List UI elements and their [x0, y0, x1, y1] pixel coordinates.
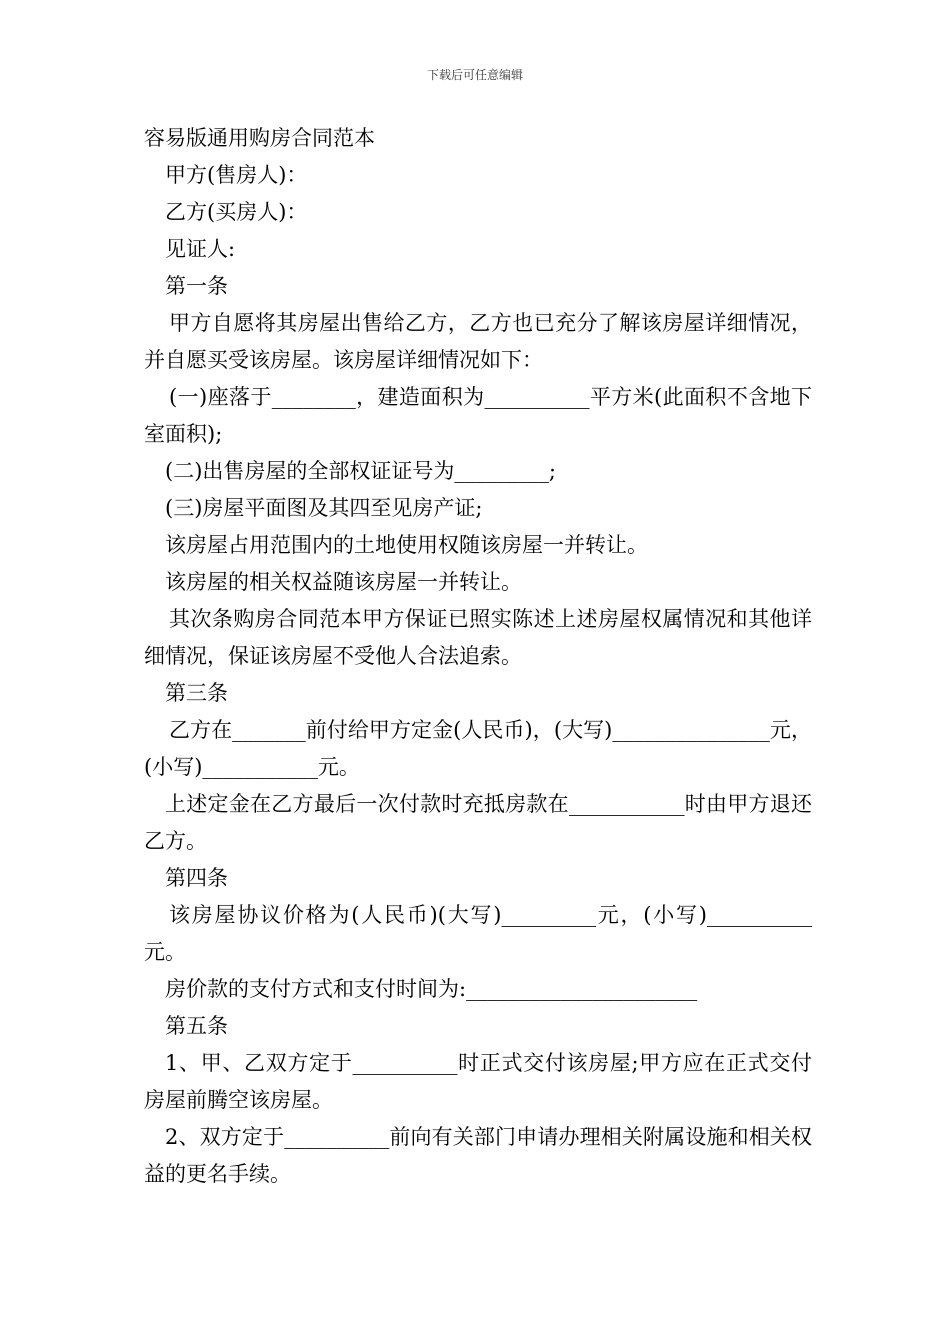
document-title: 容易版通用购房合同范本: [144, 126, 375, 150]
contract-paragraph: 该房屋占用范围内的土地使用权随该房屋一并转让。: [165, 533, 648, 557]
paragraph-list: [144, 157, 812, 1193]
contract-paragraph: 第四条: [165, 866, 228, 890]
contract-paragraph: 2、双方定于__________前向有关部门申请办理相关附属设施和相关权益的更名手续。: [144, 1125, 812, 1186]
contract-paragraph: 1、甲、乙双方定于__________时正式交付该房屋;甲方应在正式交付房屋前腾空该房屋。: [144, 1051, 812, 1112]
contract-paragraph: 该房屋协议价格为(人民币)(大写)_________元，(小写)__________元。: [144, 903, 812, 964]
contract-body: [144, 120, 812, 1193]
page-header: 下载后可任意编辑: [426, 68, 523, 82]
contract-paragraph: (一)座落于________，建造面积为__________平方米(此面积不含地下室面积);: [144, 385, 812, 446]
contract-paragraph: 见证人:: [165, 237, 236, 261]
contract-paragraph: 上述定金在乙方最后一次付款时充抵房款在___________时由甲方退还乙方。: [144, 792, 812, 853]
contract-paragraph: 乙方在_______前付给甲方定金(人民币)，(大写)_______________元，(小写)___________元。: [144, 718, 812, 779]
contract-paragraph: 甲方自愿将其房屋出售给乙方，乙方也已充分了解该房屋详细情况，并自愿买受该房屋。该房屋详细情况如下：: [144, 311, 812, 372]
contract-paragraph: 该房屋的相关权益随该房屋一并转让。: [165, 570, 522, 594]
contract-paragraph: (二)出售房屋的全部权证证号为_________;: [165, 459, 556, 483]
contract-paragraph: (三)房屋平面图及其四至见房产证;: [165, 496, 483, 520]
contract-paragraph: 第三条: [165, 681, 228, 705]
contract-paragraph: 第五条: [165, 1014, 228, 1038]
contract-paragraph: 第一条: [165, 274, 228, 298]
contract-paragraph: 房价款的支付方式和支付时间为:______________________: [165, 977, 698, 1001]
contract-paragraph: 乙方(买房人)：: [165, 200, 308, 224]
contract-paragraph: 甲方(售房人)：: [165, 163, 308, 187]
contract-paragraph: 其次条购房合同范本甲方保证已照实陈述上述房屋权属情况和其他详细情况，保证该房屋不受他人合法追索。: [144, 607, 812, 668]
